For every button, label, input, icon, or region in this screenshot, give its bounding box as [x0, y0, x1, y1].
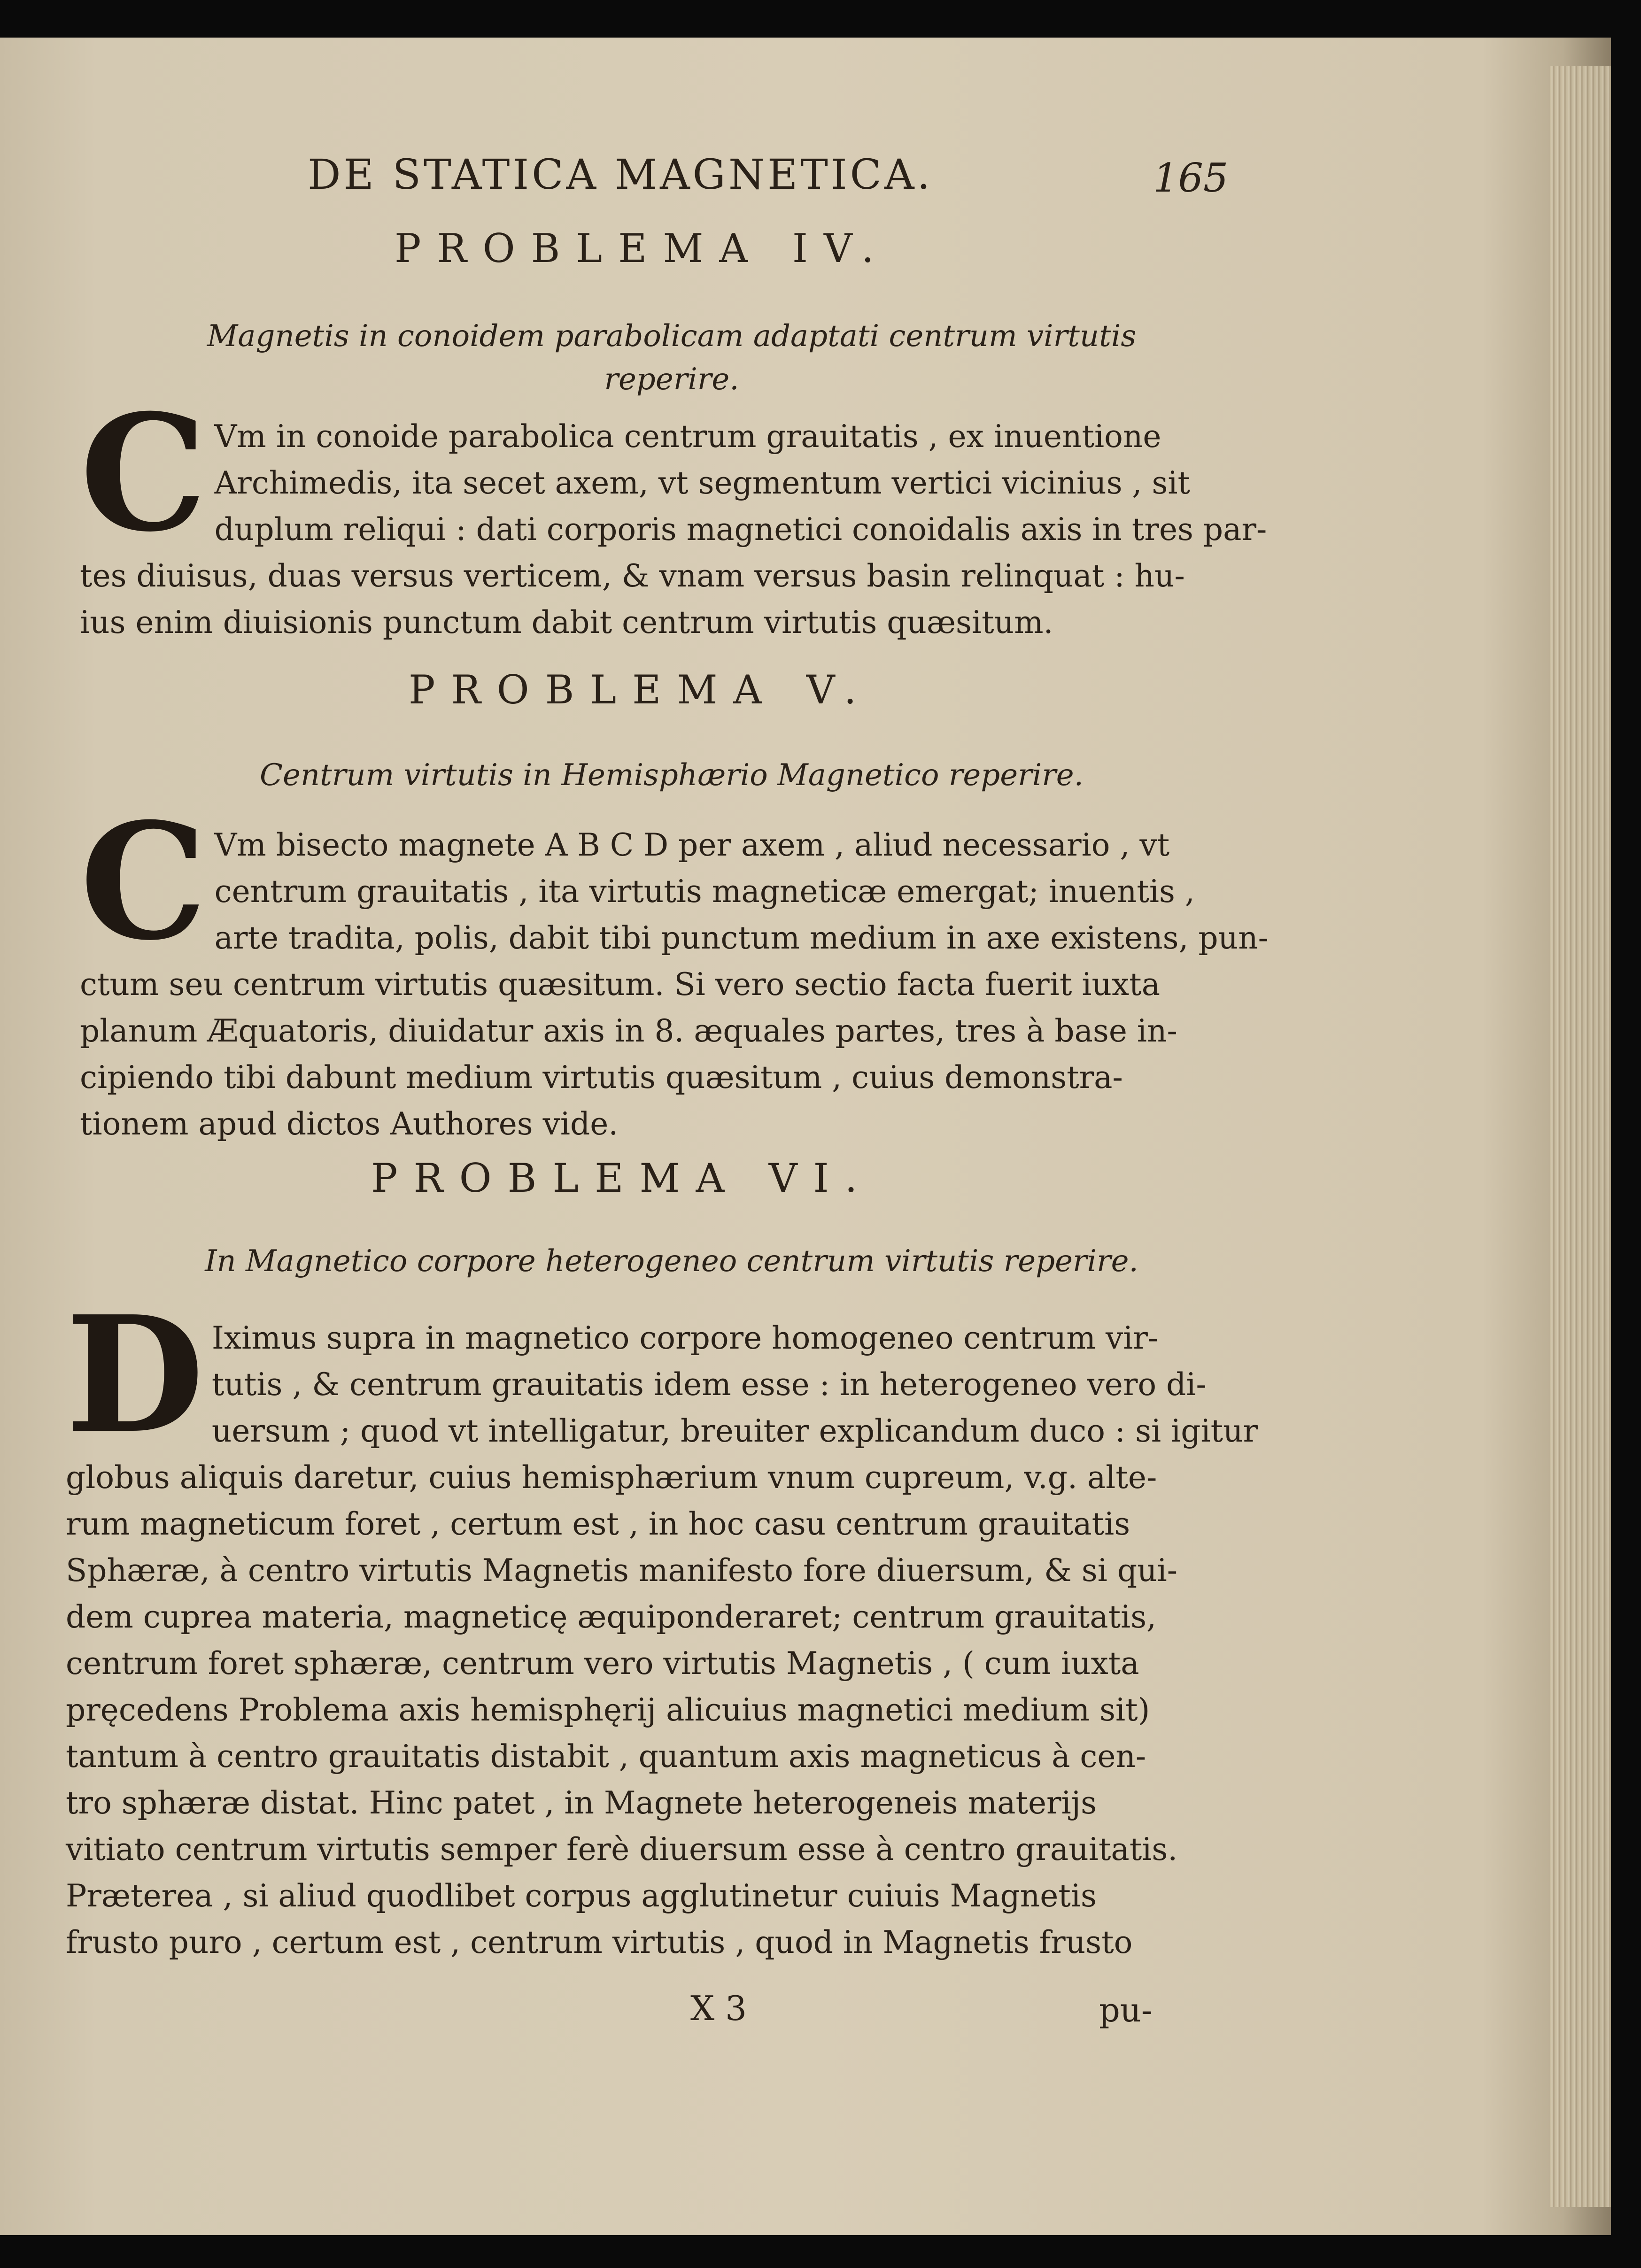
drop-cap: C	[80, 788, 207, 976]
text-line: Iximus supra in magnetico corpore homogeneo centrum vir-	[211, 1320, 1159, 1356]
signature-mark: X 3	[690, 1989, 747, 2028]
text-line: duplum reliqui : dati corporis magnetici conoidalis axis in tres par-	[214, 511, 1267, 548]
text-line: tro sphæræ distat. Hinc patet , in Magnete heterogeneis materijs	[66, 1785, 1097, 1821]
problem-6-heading: PROBLEMA VI.	[371, 1155, 874, 1201]
text-line: pręcedens Problema axis hemisphęrij alicuius magnetici medium sit)	[66, 1692, 1150, 1728]
problem-6-title-line: In Magnetico corpore heterogeneo centrum virtutis reperire.	[205, 1244, 1138, 1279]
problem-5-title	[155, 754, 1188, 797]
problem-6-paragraph	[66, 1281, 1258, 1966]
text-line: globus aliquis daretur, cuius hemisphærium vnum cupreum, v.g. alte-	[66, 1459, 1157, 1496]
text-line: ius enim diuisionis punctum dabit centrum virtutis quæsitum.	[80, 604, 1053, 640]
book-page	[0, 38, 1611, 2235]
text-line: Vm in conoide parabolica centrum grauitatis , ex inuentione	[214, 418, 1161, 455]
text-line: arte tradita, polis, dabit tibi punctum medium in axe existens, pun-	[214, 920, 1269, 956]
text-line: tutis , & centrum grauitatis idem esse : in heterogeneo vero di-	[211, 1366, 1207, 1403]
problem-5-heading: PROBLEMA V.	[409, 667, 873, 713]
problem-4-heading: PROBLEMA IV.	[395, 225, 890, 271]
problem-4-paragraph	[80, 380, 1267, 646]
text-line: tantum à centro grauitatis distabit , quantum axis magneticus à cen-	[66, 1738, 1146, 1774]
text-line: uersum ; quod vt intelligatur, breuiter explicandum duco : si igitur	[211, 1413, 1258, 1449]
problem-4-title-line: reperire.	[604, 362, 739, 397]
text-line: rum magneticum foret , certum est , in hoc casu centrum grauitatis	[66, 1506, 1130, 1542]
page-number: 165	[1153, 155, 1229, 201]
text-line: ctum seu centrum virtutis quæsitum. Si vero sectio facta fuerit iuxta	[80, 966, 1161, 1003]
text-line: centrum foret sphæræ, centrum vero virtutis Magnetis , ( cum iuxta	[66, 1645, 1139, 1682]
text-line: vitiato centrum virtutis semper ferè diuersum esse à centro grauitatis.	[66, 1831, 1178, 1867]
text-line: Archimedis, ita secet axem, vt segmentum vertici vicinius , sit	[214, 465, 1190, 501]
problem-5-title-line: Centrum virtutis in Hemisphærio Magnetico reperire.	[260, 758, 1084, 793]
text-line: tes diuisus, duas versus verticem, & vnam versus basin relinquat : hu-	[80, 558, 1185, 594]
text-line: Sphæræ, à centro virtutis Magnetis manifesto fore diuersum, & si qui-	[66, 1552, 1178, 1589]
text-line: planum Æquatoris, diuidatur axis in 8. æquales partes, tres à base in-	[80, 1013, 1177, 1049]
drop-cap: C	[80, 380, 207, 567]
text-line: tionem apud dictos Authores vide.	[80, 1106, 619, 1142]
problem-5-paragraph	[80, 788, 1269, 1147]
problem-4-title-line: Magnetis in conoidem parabolicam adaptati centrum virtutis	[207, 319, 1137, 354]
text-line: cipiendo tibi dabunt medium virtutis quæsitum , cuius demonstra-	[80, 1059, 1123, 1095]
problem-6-title	[155, 1240, 1188, 1283]
text-line: Vm bisecto magnete A B C D per axem , aliud necessario , vt	[214, 827, 1170, 863]
running-head: DE STATICA MAGNETICA.	[308, 150, 933, 199]
text-line: frusto puro , certum est , centrum virtutis , quod in Magnetis frusto	[66, 1924, 1133, 1960]
page-edges	[1550, 66, 1611, 2207]
text-line: centrum grauitatis , ita virtutis magneticæ emergat; inuentis ,	[214, 873, 1195, 910]
problem-4-title	[155, 315, 1188, 401]
drop-cap: D	[66, 1281, 204, 1469]
catchword: pu-	[1099, 1991, 1153, 2029]
text-line: Præterea , si aliud quodlibet corpus agglutinetur cuiuis Magnetis	[66, 1878, 1097, 1914]
text-line: dem cuprea materia, magneticę æquiponderaret; centrum grauitatis,	[66, 1599, 1157, 1635]
